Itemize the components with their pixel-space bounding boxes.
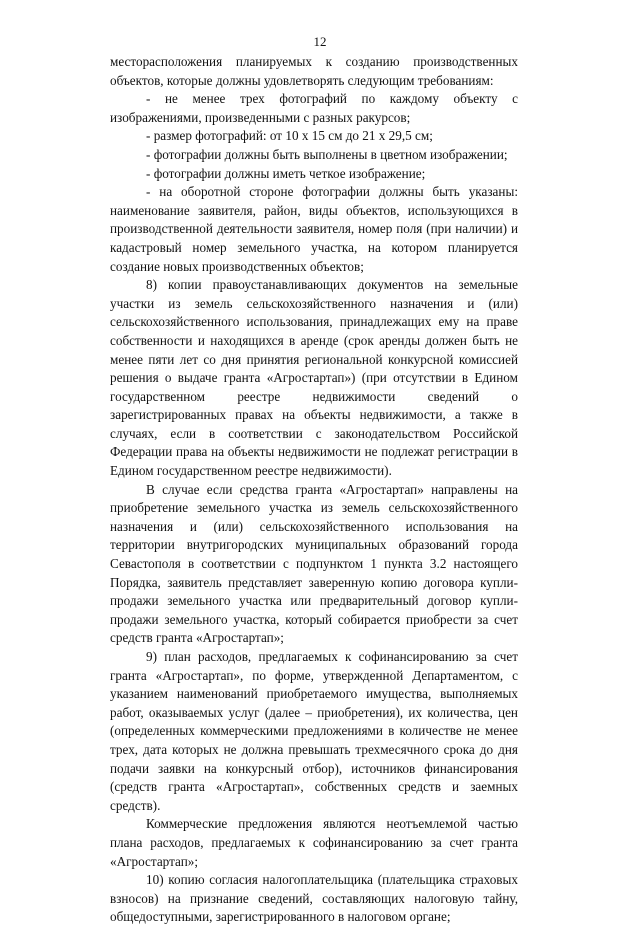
photo-requirement-color: - фотографии должны быть выполнены в цветном изображении; [146,146,508,162]
photo-requirement-back-side: - на оборотной стороне фотографии должны быть указаны: наименование заявителя, район, виды объектов, использующихся в производственной деятельности заявителя, номер поля (при наличии) и кадастровый номер земельного участка, на котором планируется создание новых производственных объектов; [110,184,518,274]
photo-requirement-count: - не менее трех фотографий по каждому объекту с изображениями, произведенными с разных ракурсов; [110,91,518,125]
photo-requirement-clarity: - фотографии должны иметь четкое изображение; [146,165,426,181]
paragraph-1: месторасположения планируемых к созданию производственных объектов, которые должны удовлетворять следующим требованиям: [110,54,518,88]
page-number: 12 [313,34,327,49]
item-9-paragraph: 9) план расходов, предлагаемых к софинансированию за счет гранта «Агростартап», по форме, утвержденной Департаментом, с указанием наименований приобретаемого имущества, выполняемых работ, оказываемых услуг (далее – приобретения), их количества, цен (определенных коммерческими предложениями в количестве не менее трех, дата которых не должна превышать трехмесячного срока до дня подачи заявки на конкурсный отбор), источников финансирования (средств гранта «Агростартап», собственных средств и заемных средств). [110,649,518,813]
land-purchase-paragraph: В случае если средства гранта «Агростартап» направлены на приобретение земельного участка из земель сельскохозяйственного назначения и (или) сельскохозяйственного использования на территории внутригородских муниципальных образований города Севастополя в соответствии с подпунктом 1 пункта 3.2 настоящего Порядка, заявитель представляет заверенную копию договора купли-продажи земельного участка или предварительный договор купли-продажи земельного участка, который собирается приобрести за счет средств гранта «Агростартап»; [110,481,518,646]
item-8-paragraph: 8) копии правоустанавливающих документов на земельные участки из земель сельскохозяйственного назначения и (или) сельскохозяйственного использования, принадлежащих ему на праве собственности и находящихся в аренде (срок аренды должен быть не менее пяти лет со дня принятия региональной конкурсной комиссией решения о выдаче гранта «Агростартап») (при отсутствии в Едином государственном реестре недвижимости сведений о зарегистрированных правах на объекты недвижимости, а также в случаях, если в соответствии с законодательством Российской Федерации права на объекты недвижимости не подлежат регистрации в Едином государственном реестре недвижимости). [110,277,518,479]
commercial-offers-paragraph: Коммерческие предложения являются неотъемлемой частью плана расходов, предлагаемых к софинансированию за счет гранта «Агростартап»; [110,816,518,869]
document-body [110,53,518,927]
photo-requirement-size: - размер фотографий: от 10 x 15 см до 21 x 29,5 см; [146,128,433,144]
item-10-paragraph: 10) копию согласия налогоплательщика (плательщика страховых взносов) на признание сведений, составляющих налоговую тайну, общедоступными, зарегистрированного в налоговом органе; [110,872,518,925]
